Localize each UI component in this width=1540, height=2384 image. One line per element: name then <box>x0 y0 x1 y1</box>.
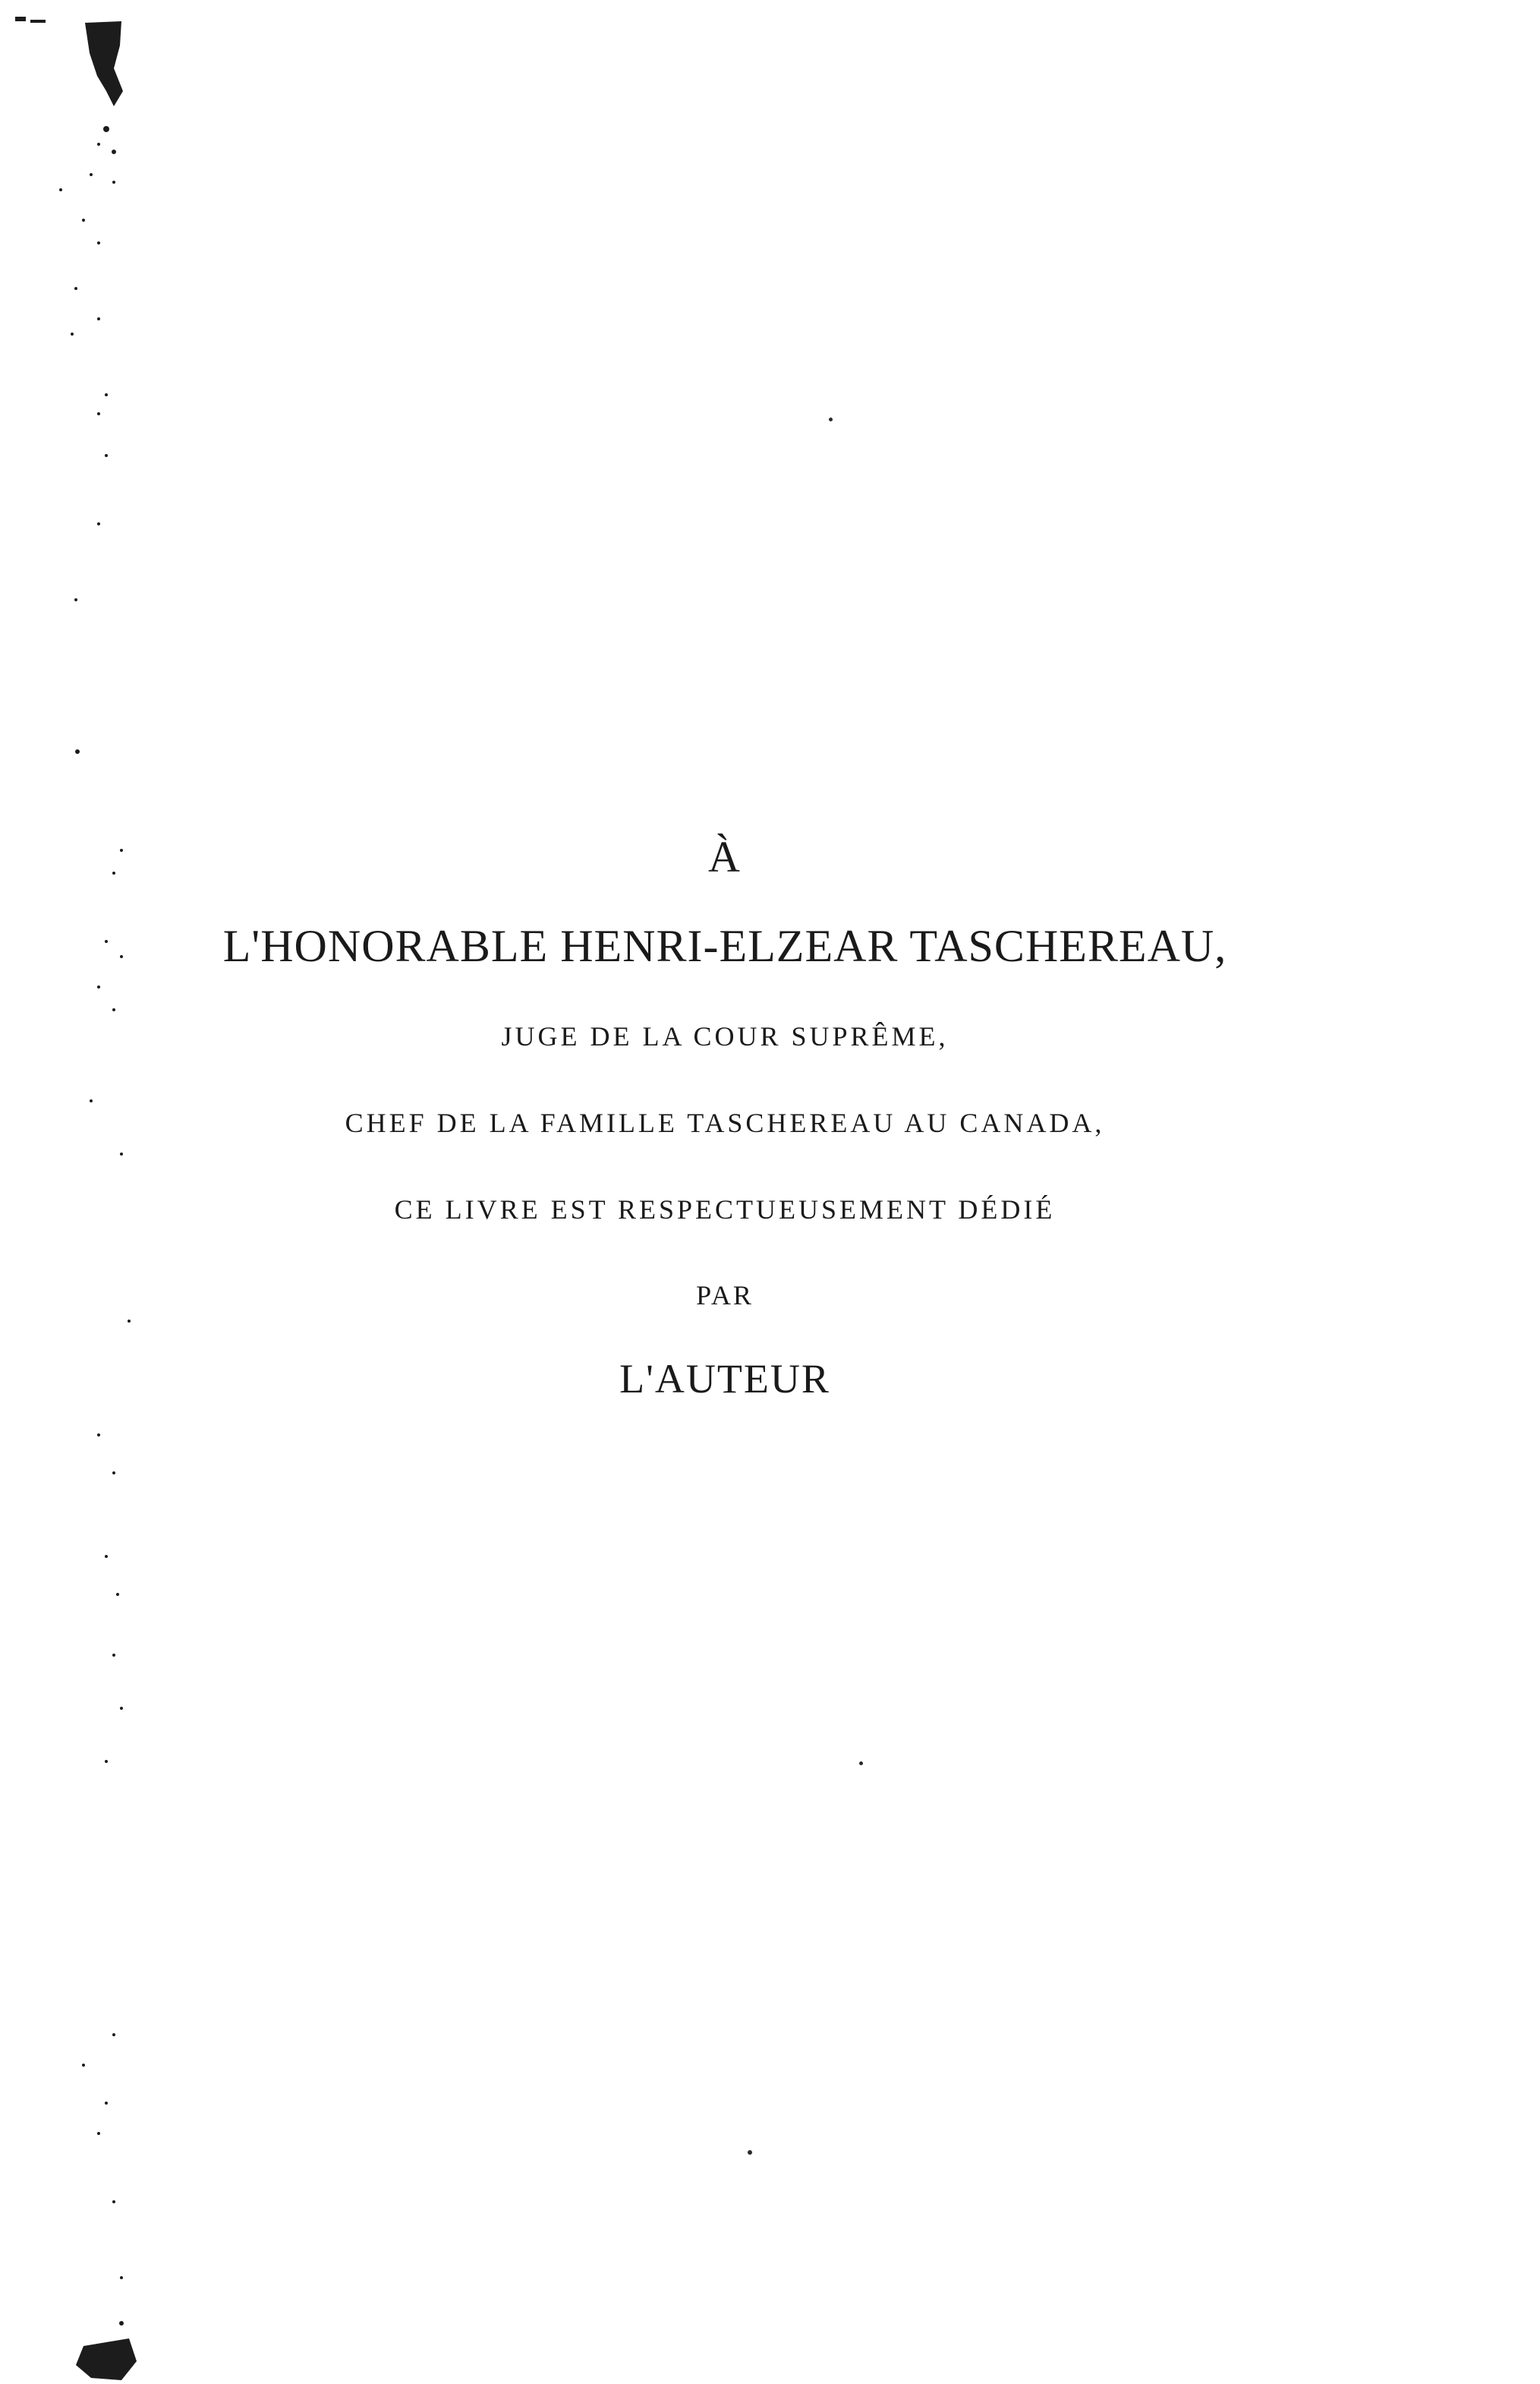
dedication-preposition: À <box>708 832 742 881</box>
ink-speck <box>859 1761 863 1765</box>
dedicatee-name: L'HONORABLE HENRI-ELZEAR TASCHEREAU, <box>222 921 1227 971</box>
dedication-author: L'AUTEUR <box>619 1356 830 1402</box>
dedication-statement: CE LIVRE EST RESPECTUEUSEMENT DÉDIÉ <box>394 1194 1056 1225</box>
dedication-by: PAR <box>696 1280 754 1310</box>
ink-speck <box>829 418 833 421</box>
dedicatee-position: JUGE DE LA COUR SUPRÊME, <box>501 1021 949 1052</box>
scan-edge-artifacts <box>0 0 152 2384</box>
dedicatee-family-role: CHEF DE LA FAMILLE TASCHEREAU AU CANADA, <box>345 1108 1105 1138</box>
ink-speck <box>748 2150 752 2155</box>
